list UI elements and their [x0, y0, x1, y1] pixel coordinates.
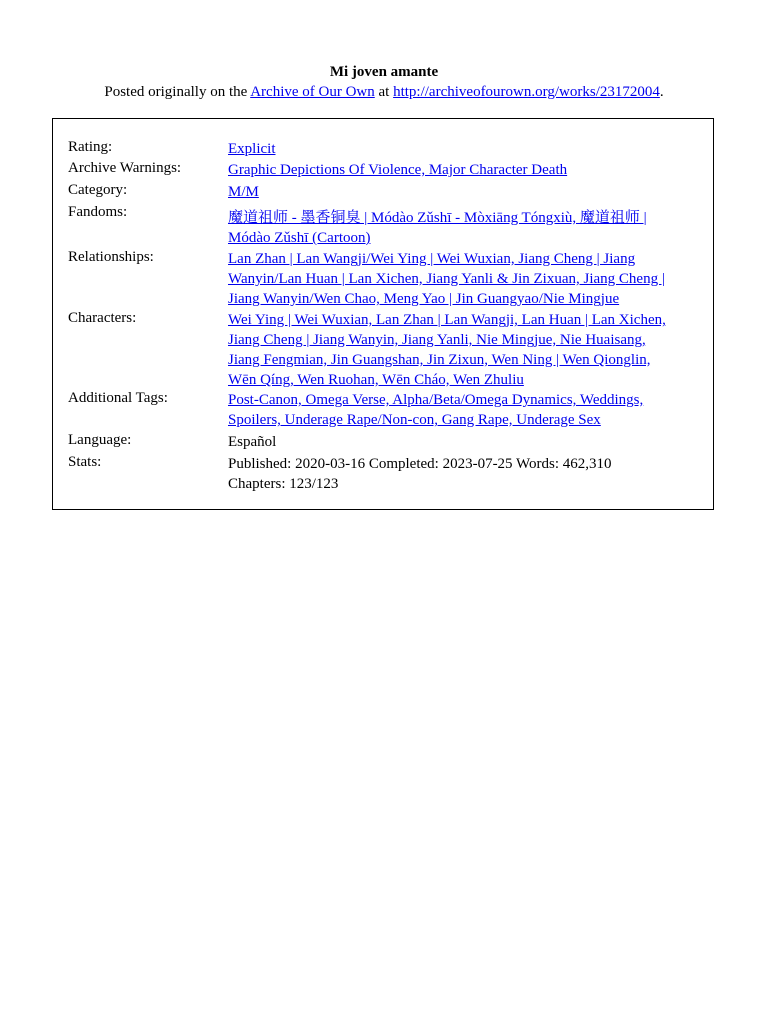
characters-value — [228, 310, 700, 390]
posted-prefix: Posted originally on the — [104, 84, 251, 100]
tags-line-1[interactable]: Post-Canon, Omega Verse, Alpha/Beta/Omega Dynamics, Weddings, — [228, 392, 644, 408]
archive-link[interactable]: Archive of Our Own — [250, 84, 375, 100]
warnings-value — [228, 160, 700, 180]
stats-label: Stats: — [68, 454, 102, 470]
rating-value — [228, 139, 700, 159]
tags-line-2[interactable]: Spoilers, Underage Rape/Non-con, Gang Rape, Underage Sex — [228, 412, 601, 428]
work-url-link[interactable]: http://archiveofourown.org/works/23172004 — [393, 84, 660, 100]
fandoms-line-2[interactable]: Módào Zǔshī (Cartoon) — [228, 230, 371, 246]
at-text: at — [374, 84, 394, 100]
language-value — [228, 432, 700, 452]
end-period: . — [659, 84, 664, 100]
relationships-line-2[interactable]: Wanyin/Lan Huan | Lan Xichen, Jiang Yanli & Jin Zixuan, Jiang Cheng | — [228, 271, 665, 287]
characters-line-3[interactable]: Jiang Fengmian, Jin Guangshan, Jin Zixun, Wen Ning | Wen Qionglin, — [228, 352, 651, 368]
fandoms-value — [228, 208, 700, 248]
characters-line-2[interactable]: Jiang Cheng | Jiang Wanyin, Jiang Yanli, Nie Mingjue, Nie Huaisang, — [228, 332, 646, 348]
relationships-line-1[interactable]: Lan Zhan | Lan Wangji/Wei Ying | Wei Wuxian, Jiang Cheng | Jiang — [228, 251, 636, 267]
stats-line-1: Published: 2020-03-16 Completed: 2023-07-25 Words: 462,310 — [228, 456, 612, 472]
tags-label: Additional Tags: — [68, 390, 168, 406]
stats-value — [228, 454, 700, 494]
fandoms-line-1[interactable]: 魔道祖师 - 墨香铜臭 | Módào Zǔshī - Mòxiāng Tóngxiù, 魔道祖师 | — [228, 210, 647, 226]
tags-value — [228, 390, 700, 430]
rating-label: Rating: — [68, 139, 113, 155]
relationships-value — [228, 249, 700, 309]
warnings-links[interactable]: Graphic Depictions Of Violence, Major Character Death — [228, 162, 568, 178]
warnings-label: Archive Warnings: — [68, 160, 182, 176]
work-title: Mi joven amante — [329, 64, 439, 80]
relationships-label: Relationships: — [68, 249, 154, 265]
characters-line-1[interactable]: Wei Ying | Wei Wuxian, Lan Zhan | Lan Wangji, Lan Huan | Lan Xichen, — [228, 312, 666, 328]
category-link[interactable]: M/M — [228, 184, 259, 200]
characters-label: Characters: — [68, 310, 137, 326]
relationships-line-3[interactable]: Jiang Wanyin/Wen Chao, Meng Yao | Jin Guangyao/Nie Mingjue — [228, 291, 620, 307]
posted-line — [0, 82, 768, 102]
category-value — [228, 182, 700, 202]
language-label: Language: — [68, 432, 132, 448]
characters-line-4[interactable]: Wēn Qíng, Wen Ruohan, Wēn Cháo, Wen Zhuliu — [228, 372, 524, 388]
work-meta-box — [52, 118, 714, 510]
work-header — [0, 62, 768, 102]
rating-link[interactable]: Explicit — [228, 141, 276, 157]
stats-line-2: Chapters: 123/123 — [228, 476, 339, 492]
language-text: Español — [228, 434, 277, 450]
fandoms-label: Fandoms: — [68, 204, 128, 220]
category-label: Category: — [68, 182, 128, 198]
